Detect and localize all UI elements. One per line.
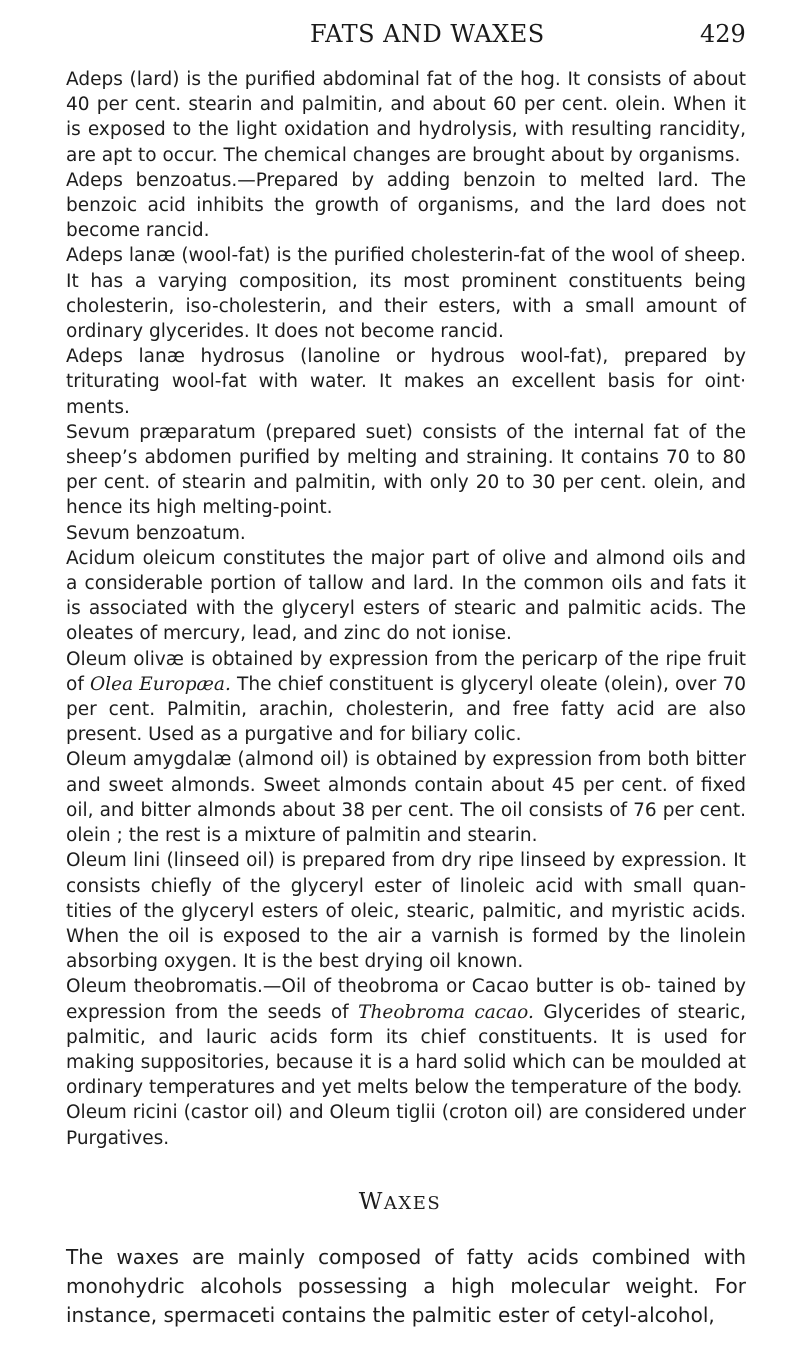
header-title: FATS AND WAXES [310,20,545,48]
entry-term: Oleum ricini [66,1102,178,1124]
page-number: 429 [700,20,746,48]
entry-text: (lanoline or hydrous wool-fat), prepared by triturating wool-fat with water. It makes an excellent basis for oint· ments. [66,346,746,418]
species-name: Olea Europæa. [90,673,231,695]
entry-text: (castor oil) and [177,1102,330,1124]
entry-text-continued: The chief constituent is glyceryl oleate (olein), over 70 per cent. Palmitin, arachin, cholesterin, and free fatty acid are also present. Used as a purgative and for biliary colic. [66,673,747,746]
section-heading-initial: W [358,1189,384,1215]
entry-term: Adeps lanæ [66,245,176,267]
entry-adeps-lanae-hydrosus [66,344,746,420]
entry-term: Adeps lanæ hydrosus [66,346,285,368]
entry-sevum-benzoatum [66,521,746,546]
entry-term-second: Oleum tiglii [329,1102,436,1124]
entry-adeps-benzoatus [66,168,746,244]
entry-text-continued: (croton oil) are considered under Purgatives. [66,1102,746,1149]
entry-term: Sevum præparatum [66,421,256,443]
entry-text: (wool-fat) is the purified cholesterin-fat of the wool of sheep. It has a varying composition, its most prominent constituents being cholesterin, iso-cholesterin, and their esters, with a small amount of ordinary glycerides. It does not become rancid. [66,245,746,343]
entry-oleum-olivae [66,647,746,748]
species-name: Theobroma cacao. [358,1001,534,1023]
entry-text: —Prepared by adding benzoin to melted lard. The benzoic acid inhibits the growth of organisms, and the lard does not become rancid. [66,169,746,242]
entry-oleum-theobromatis [66,974,746,1100]
entry-text-continued: Glycerides of stearic, palmitic, and lauric acids form its chief constituents. It is used for making suppositories, because it is a hard solid which can be moulded at ordinary temperatures and yet melts below the temperature of the body. [66,1001,746,1099]
waxes-paragraph: The waxes are mainly composed of fatty acids combined with monohydric alcohols possessing a high molecular weight. For instance, spermaceti contains the palmitic ester of cetyl-alcohol, [66,1245,746,1327]
entry-sevum-praeparatum [66,420,746,521]
entry-text: (prepared suet) consists of the internal fat of the sheep’s abdomen purified by melting and straining. It contains 70 to 80 per cent. of stearin and palmitin, with only 20 to 30 per cent. olein, and hence its high melting-point. [66,421,746,519]
entry-text: is obtained by expression from the pericarp of the ripe fruit of [66,648,746,695]
entry-oleum-lini [66,848,746,974]
entry-term: Sevum benzoatum. [66,522,246,544]
entry-oleum-ricini [66,1100,746,1150]
entry-adeps [66,67,746,168]
entry-text: is the purified abdominal fat of the hog. It consists of about 40 per cent. stearin and palmitin, and about 60 per cent. olein. When it is exposed to the light oxidation and hydrolysis, with resulting rancidity, are apt to occur. The chemical changes are brought about by organisms. [66,69,747,166]
entry-term: Oleum olivæ [66,648,184,670]
section-heading-rest: AXES [383,1193,442,1214]
entry-term: Acidum oleicum [66,547,216,569]
entry-acidum-oleicum [66,546,746,647]
entry-adeps-lanae [66,243,746,344]
body-text [66,67,746,1151]
entry-text: constitutes the major part of olive and almond oils and a considerable portion of tallow and lard. In the common oils and fats it is associated with the glyceryl esters of stearic and palmitic acids. The oleates of mercury, lead, and zinc do not ionise. [66,547,747,645]
entry-text: (linseed oil) is prepared from dry ripe linseed by expression. It consists chiefly of the glyceryl ester of linoleic acid with small quan- tities of the glyceryl esters of oleic, stearic, palmitic, and myristic acids. When the oil is exposed to the air a varnish is formed by the linolein absorbing oxygen. It is the best drying oil known. [66,850,746,973]
entry-term: Adeps (lard) [66,69,180,90]
entry-text: (almond oil) is obtained by expression from both bitter and sweet almonds. Sweet almonds contain about 45 per cent. of fixed oil, and bitter almonds about 38 per cent. The oil consists of 76 per cent. olein ; the rest is a mixture of palmitin and stearin. [66,749,746,847]
entry-term: Oleum amygdalæ [66,749,232,771]
entry-term: Oleum theobromatis. [66,976,263,998]
entry-text: —Oil of theobroma or Cacao butter is ob- tained by expression from the seeds of [66,976,747,1023]
entry-term: Oleum lini [66,850,161,872]
section-heading-waxes [0,1189,800,1215]
entry-oleum-amygdalae [66,747,746,848]
entry-term: Adeps benzoatus. [66,169,238,191]
